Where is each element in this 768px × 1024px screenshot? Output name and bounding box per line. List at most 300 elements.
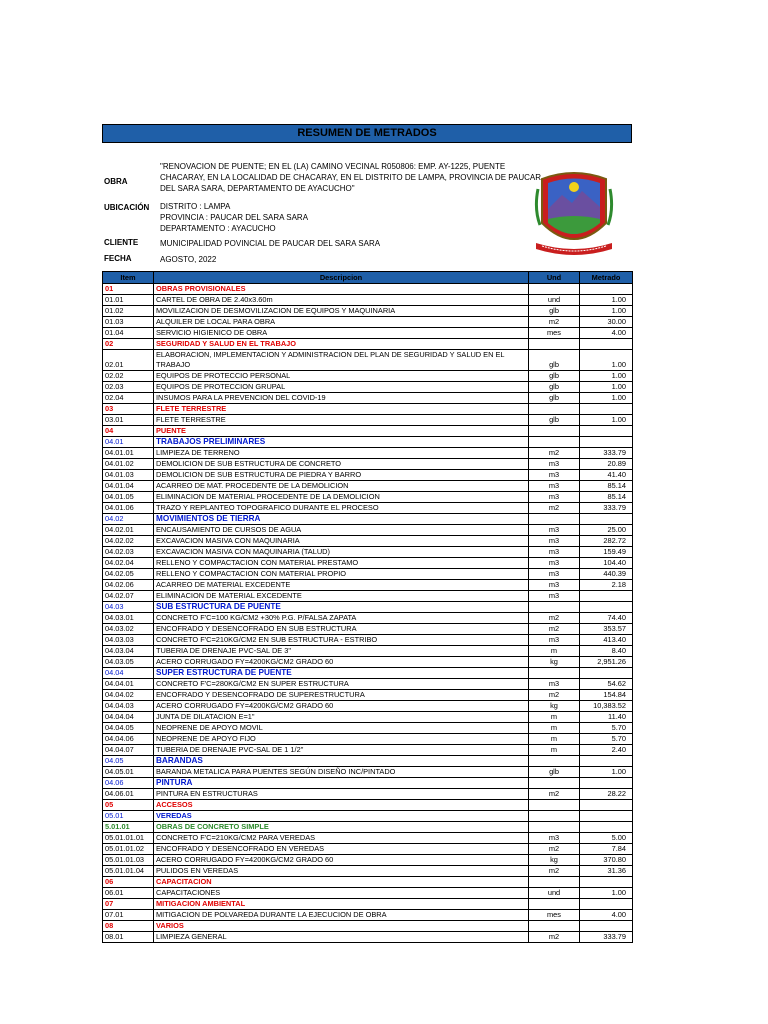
und-cell: m2 [529, 448, 580, 459]
table-row [103, 723, 633, 734]
und-cell [529, 921, 580, 932]
descripcion-cell: ACERO CORRUGADO FY=4200KG/CM2 GRADO 60 [154, 855, 529, 866]
ubicacion-provincia: PROVINCIA : PAUCAR DEL SARA SARA [160, 213, 309, 222]
und-cell: m3 [529, 679, 580, 690]
und-cell: m2 [529, 690, 580, 701]
metrado-cell: 370.80 [580, 855, 633, 866]
table-row [103, 437, 633, 448]
metrado-cell: 8.40 [580, 646, 633, 657]
descripcion-cell: DEMOLICION DE SUB ESTRUCTURA DE CONCRETO [154, 459, 529, 470]
und-cell [529, 514, 580, 525]
table-row [103, 415, 633, 426]
item-cell: 04.04.07 [103, 745, 154, 756]
descripcion-cell: FLETE TERRESTRE [154, 404, 529, 415]
table-row [103, 635, 633, 646]
und-cell: kg [529, 701, 580, 712]
item-cell: 04.02.04 [103, 558, 154, 569]
und-cell: mes [529, 910, 580, 921]
metrado-cell: 10,383.52 [580, 701, 633, 712]
descripcion-cell: EXCAVACION MASIVA CON MAQUINARIA (TALUD) [154, 547, 529, 558]
metrado-cell: 54.62 [580, 679, 633, 690]
item-cell: 04.04.04 [103, 712, 154, 723]
ubicacion-label: UBICACIÓN [104, 203, 150, 212]
descripcion-cell: ACARREO DE MAT. PROCEDENTE DE LA DEMOLICION [154, 481, 529, 492]
item-cell: 04.03.01 [103, 613, 154, 624]
metrado-cell: 11.40 [580, 712, 633, 723]
descripcion-cell: PULIDOS EN VEREDAS [154, 866, 529, 877]
metrado-cell [580, 778, 633, 789]
item-cell: 04.03.04 [103, 646, 154, 657]
metrado-cell: 85.14 [580, 481, 633, 492]
descripcion-cell: TRABAJOS PRELIMINARES [154, 437, 529, 448]
fecha-value: AGOSTO, 2022 [160, 255, 217, 264]
metrados-table [102, 271, 633, 943]
item-cell: 04.03.05 [103, 657, 154, 668]
table-row [103, 503, 633, 514]
item-cell: 01.01 [103, 295, 154, 306]
descripcion-cell: SEGURIDAD Y SALUD EN EL TRABAJO [154, 339, 529, 350]
metrado-cell [580, 800, 633, 811]
obra-line-2: CHACARAY, EN LA LOCALIDAD DE CHACARAY, EN EL DISTRITO DE LAMPA, PROVINCIA DE PAUCAR [160, 173, 541, 182]
item-cell: 02.03 [103, 382, 154, 393]
descripcion-cell: FLETE TERRESTRE [154, 415, 529, 426]
und-cell [529, 811, 580, 822]
item-cell: 05.01.01.01 [103, 833, 154, 844]
descripcion-cell: BARANDAS [154, 756, 529, 767]
item-cell: 04.04.05 [103, 723, 154, 734]
table-row [103, 558, 633, 569]
metrado-cell [580, 404, 633, 415]
und-cell: glb [529, 350, 580, 371]
metrado-cell: 41.40 [580, 470, 633, 481]
metrado-cell [580, 877, 633, 888]
und-cell [529, 668, 580, 679]
descripcion-cell: ACARREO DE MATERIAL EXCEDENTE [154, 580, 529, 591]
descripcion-cell: SERVICIO HIGIENICO DE OBRA [154, 328, 529, 339]
descripcion-cell: ALQUILER DE LOCAL PARA OBRA [154, 317, 529, 328]
metrado-cell: 1.00 [580, 371, 633, 382]
und-cell [529, 426, 580, 437]
und-cell: m3 [529, 459, 580, 470]
metrado-cell [580, 811, 633, 822]
descripcion-cell: ELABORACION, IMPLEMENTACION Y ADMINISTRACION DEL PLAN DE SEGURIDAD Y SALUD EN EL TRABAJO [154, 350, 529, 371]
table-row [103, 844, 633, 855]
descripcion-cell: CONCRETO F'C=280KG/CM2 EN SUPER ESTRUCTURA [154, 679, 529, 690]
item-cell: 04.03.02 [103, 624, 154, 635]
item-cell: 04.02.05 [103, 569, 154, 580]
und-cell: m3 [529, 833, 580, 844]
descripcion-cell: BARANDA METALICA PARA PUENTES SEGÚN DISEÑO INC/PINTADO [154, 767, 529, 778]
item-cell: 04.01.04 [103, 481, 154, 492]
und-cell: m3 [529, 481, 580, 492]
table-row [103, 646, 633, 657]
und-cell: m2 [529, 613, 580, 624]
table-row [103, 877, 633, 888]
descripcion-cell: RELLENO Y COMPACTACION CON MATERIAL PROPIO [154, 569, 529, 580]
und-cell: m2 [529, 789, 580, 800]
item-cell: 04.03 [103, 602, 154, 613]
table-row [103, 284, 633, 295]
item-cell: 05.01 [103, 811, 154, 822]
item-cell: 04 [103, 426, 154, 437]
descripcion-cell: VEREDAS [154, 811, 529, 822]
metrado-cell [580, 339, 633, 350]
descripcion-cell: CONCRETO F'C=210KG/CM2 PARA VEREDAS [154, 833, 529, 844]
table-row [103, 624, 633, 635]
und-cell: m2 [529, 844, 580, 855]
item-cell: 04.02 [103, 514, 154, 525]
table-row [103, 328, 633, 339]
item-cell: 03.01 [103, 415, 154, 426]
obra-label: OBRA [104, 177, 128, 186]
metrado-cell: 1.00 [580, 306, 633, 317]
und-cell: m3 [529, 547, 580, 558]
table-body [103, 284, 633, 943]
und-cell [529, 899, 580, 910]
metrado-cell: 1.00 [580, 888, 633, 899]
und-cell: m2 [529, 503, 580, 514]
table-row [103, 778, 633, 789]
table-row [103, 734, 633, 745]
item-cell: 01.04 [103, 328, 154, 339]
metrado-cell: 4.00 [580, 910, 633, 921]
metrado-cell [580, 514, 633, 525]
descripcion-cell: ELIMINACION DE MATERIAL EXCEDENTE [154, 591, 529, 602]
item-cell: 04.04.01 [103, 679, 154, 690]
metrado-cell: 2,951.26 [580, 657, 633, 668]
metrado-cell: 2.18 [580, 580, 633, 591]
metrado-cell [580, 426, 633, 437]
metrado-cell: 159.49 [580, 547, 633, 558]
metrado-cell [580, 899, 633, 910]
metrado-cell: 440.39 [580, 569, 633, 580]
table-row [103, 426, 633, 437]
descripcion-cell: LIMPIEZA DE TERRENO [154, 448, 529, 459]
metrado-cell: 413.40 [580, 635, 633, 646]
table-row [103, 767, 633, 778]
descripcion-cell: ENCOFRADO Y DESENCOFRADO EN VEREDAS [154, 844, 529, 855]
descripcion-cell: ACERO CORRUGADO FY=4200KG/CM2 GRADO 60 [154, 701, 529, 712]
metrado-cell [580, 668, 633, 679]
metrado-cell: 74.40 [580, 613, 633, 624]
table-row [103, 371, 633, 382]
und-cell [529, 284, 580, 295]
item-cell: 05.01.01.02 [103, 844, 154, 855]
item-cell: 04.01.05 [103, 492, 154, 503]
obra-line-1: "RENOVACION DE PUENTE; EN EL (LA) CAMINO VECINAL R050806: EMP. AY-1225, PUENTE [160, 162, 506, 171]
metrado-cell: 7.84 [580, 844, 633, 855]
und-cell [529, 602, 580, 613]
metrado-cell: 333.79 [580, 503, 633, 514]
metrado-cell: 20.89 [580, 459, 633, 470]
item-cell: 02 [103, 339, 154, 350]
table-row [103, 492, 633, 503]
col-metrado-header: Metrado [580, 272, 633, 284]
metrado-cell: 154.84 [580, 690, 633, 701]
metrado-cell: 5.70 [580, 734, 633, 745]
descripcion-cell: EXCAVACION MASIVA CON MAQUINARIA [154, 536, 529, 547]
descripcion-cell: NEOPRENE DE APOYO MOVIL [154, 723, 529, 734]
metrado-cell: 1.00 [580, 382, 633, 393]
table-row [103, 448, 633, 459]
und-cell: glb [529, 415, 580, 426]
table-row [103, 822, 633, 833]
descripcion-cell: EQUIPOS DE PROTECCIO PERSONAL [154, 371, 529, 382]
und-cell: m [529, 723, 580, 734]
item-cell: 06 [103, 877, 154, 888]
obra-text [160, 161, 541, 194]
table-row [103, 306, 633, 317]
table-row [103, 921, 633, 932]
und-cell: m3 [529, 580, 580, 591]
table-row [103, 536, 633, 547]
descripcion-cell: MOVIMIENTOS DE TIERRA [154, 514, 529, 525]
und-cell [529, 437, 580, 448]
und-cell [529, 756, 580, 767]
und-cell [529, 339, 580, 350]
item-cell: 03 [103, 404, 154, 415]
descripcion-cell: PINTURA EN ESTRUCTURAS [154, 789, 529, 800]
metrado-cell: 333.79 [580, 448, 633, 459]
descripcion-cell: OBRAS DE CONCRETO SIMPLE [154, 822, 529, 833]
item-cell: 5.01.01 [103, 822, 154, 833]
descripcion-cell: MITIGACION DE POLVAREDA DURANTE LA EJECUCION DE OBRA [154, 910, 529, 921]
table-row [103, 701, 633, 712]
item-cell: 05.01.01.04 [103, 866, 154, 877]
und-cell: m3 [529, 558, 580, 569]
item-cell: 01 [103, 284, 154, 295]
table-row [103, 668, 633, 679]
und-cell: und [529, 295, 580, 306]
und-cell: glb [529, 306, 580, 317]
und-cell [529, 778, 580, 789]
metrado-cell: 31.36 [580, 866, 633, 877]
table-row [103, 295, 633, 306]
descripcion-cell: INSUMOS PARA LA PREVENCION DEL COVID-19 [154, 393, 529, 404]
und-cell [529, 822, 580, 833]
descripcion-cell: TUBERIA DE DRENAJE PVC-SAL DE 1 1/2" [154, 745, 529, 756]
metrado-cell: 85.14 [580, 492, 633, 503]
item-cell: 04.01.01 [103, 448, 154, 459]
descripcion-cell: SUB ESTRUCTURA DE PUENTE [154, 602, 529, 613]
item-cell: 04.02.02 [103, 536, 154, 547]
ubicacion-departamento: DEPARTAMENTO : AYACUCHO [160, 224, 276, 233]
table-row [103, 393, 633, 404]
descripcion-cell: RELLENO Y COMPACTACION CON MATERIAL PRESTAMO [154, 558, 529, 569]
item-cell: 04.05 [103, 756, 154, 767]
und-cell: m [529, 712, 580, 723]
metrado-cell [580, 822, 633, 833]
metrados-sheet [102, 124, 632, 943]
table-row [103, 712, 633, 723]
col-item-header: Item [103, 272, 154, 284]
und-cell: m [529, 646, 580, 657]
descripcion-cell: OBRAS PROVISIONALES [154, 284, 529, 295]
table-row [103, 756, 633, 767]
sheet-title: RESUMEN DE METRADOS [102, 124, 632, 143]
table-row [103, 459, 633, 470]
municipal-shield-icon [534, 169, 614, 261]
item-cell: 07.01 [103, 910, 154, 921]
metrado-cell: 1.00 [580, 393, 633, 404]
item-cell: 04.04.02 [103, 690, 154, 701]
und-cell: m3 [529, 569, 580, 580]
table-row [103, 591, 633, 602]
metrado-cell: 2.40 [580, 745, 633, 756]
descripcion-cell: CAPACITACION [154, 877, 529, 888]
table-row [103, 613, 633, 624]
table-row [103, 811, 633, 822]
table-row [103, 525, 633, 536]
table-row [103, 514, 633, 525]
und-cell: m2 [529, 317, 580, 328]
descripcion-cell: CARTEL DE OBRA DE 2.40x3.60m [154, 295, 529, 306]
table-row [103, 339, 633, 350]
item-cell: 04.02.07 [103, 591, 154, 602]
metrado-cell: 25.00 [580, 525, 633, 536]
descripcion-cell: PINTURA [154, 778, 529, 789]
item-cell: 04.02.03 [103, 547, 154, 558]
item-cell: 08.01 [103, 932, 154, 943]
item-cell: 01.02 [103, 306, 154, 317]
und-cell: m2 [529, 624, 580, 635]
und-cell [529, 877, 580, 888]
table-row [103, 690, 633, 701]
metrado-cell: 1.00 [580, 295, 633, 306]
und-cell: m3 [529, 591, 580, 602]
descripcion-cell: LIMPIEZA GENERAL [154, 932, 529, 943]
item-cell: 05 [103, 800, 154, 811]
und-cell: kg [529, 657, 580, 668]
und-cell: m3 [529, 492, 580, 503]
obra-line-3: DEL SARA SARA, DEPARTAMENTO DE AYACUCHO" [160, 184, 355, 193]
descripcion-cell: CAPACITACIONES [154, 888, 529, 899]
item-cell: 04.01.03 [103, 470, 154, 481]
item-cell: 04.04.06 [103, 734, 154, 745]
item-cell: 02.04 [103, 393, 154, 404]
descripcion-cell: ENCOFRADO Y DESENCOFRADO DE SUPERESTRUCTURA [154, 690, 529, 701]
descripcion-cell: EQUIPOS DE PROTECCION GRUPAL [154, 382, 529, 393]
item-cell: 04.05.01 [103, 767, 154, 778]
und-cell: glb [529, 767, 580, 778]
metrado-cell: 4.00 [580, 328, 633, 339]
item-cell: 04.06 [103, 778, 154, 789]
ubicacion-distrito: DISTRITO : LAMPA [160, 202, 231, 211]
descripcion-cell: ENCAUSAMIENTO DE CURSOS DE AGUA [154, 525, 529, 536]
und-cell: m [529, 745, 580, 756]
metrado-cell: 1.00 [580, 767, 633, 778]
und-cell: glb [529, 393, 580, 404]
item-cell: 04.02.01 [103, 525, 154, 536]
metrado-cell [580, 921, 633, 932]
descripcion-cell: ACERO CORRUGADO FY=4200KG/CM2 GRADO 60 [154, 657, 529, 668]
descripcion-cell: JUNTA DE DILATACION E=1" [154, 712, 529, 723]
col-descripcion-header: Descripcion [154, 272, 529, 284]
table-row [103, 404, 633, 415]
metrado-cell: 28.22 [580, 789, 633, 800]
cliente-value: MUNICIPALIDAD POVINCIAL DE PAUCAR DEL SARA SARA [160, 239, 381, 248]
und-cell: m2 [529, 866, 580, 877]
project-header [102, 143, 632, 271]
metrado-cell: 1.00 [580, 350, 633, 371]
item-cell: 04.02.06 [103, 580, 154, 591]
und-cell: m2 [529, 932, 580, 943]
metrado-cell [580, 284, 633, 295]
table-row [103, 547, 633, 558]
table-row [103, 350, 633, 371]
item-cell: 04.04.03 [103, 701, 154, 712]
descripcion-cell: CONCRETO F'C=100 KG/CM2 +30% P.G. P/FALSA ZAPATA [154, 613, 529, 624]
table-row [103, 569, 633, 580]
metrado-cell: 30.00 [580, 317, 633, 328]
descripcion-cell: ENCOFRADO Y DESENCOFRADO EN SUB ESTRUCTURA [154, 624, 529, 635]
table-row [103, 382, 633, 393]
descripcion-cell: NEOPRENE DE APOYO FIJO [154, 734, 529, 745]
item-cell: 04.01.02 [103, 459, 154, 470]
metrado-cell [580, 756, 633, 767]
metrado-cell [580, 602, 633, 613]
metrado-cell [580, 437, 633, 448]
table-row [103, 317, 633, 328]
descripcion-cell: SUPER ESTRUCTURA DE PUENTE [154, 668, 529, 679]
table-row [103, 866, 633, 877]
item-cell: 06.01 [103, 888, 154, 899]
item-cell: 02.01 [103, 350, 154, 371]
und-cell: glb [529, 382, 580, 393]
table-row [103, 899, 633, 910]
table-row [103, 833, 633, 844]
metrado-cell: 333.79 [580, 932, 633, 943]
descripcion-cell: CONCRETO F'C=210KG/CM2 EN SUB ESTRUCTURA - ESTRIBO [154, 635, 529, 646]
und-cell: glb [529, 371, 580, 382]
item-cell: 04.06.01 [103, 789, 154, 800]
metrado-cell: 104.40 [580, 558, 633, 569]
und-cell: mes [529, 328, 580, 339]
item-cell: 04.03.03 [103, 635, 154, 646]
table-row [103, 679, 633, 690]
descripcion-cell: PUENTE [154, 426, 529, 437]
metrado-cell: 5.00 [580, 833, 633, 844]
und-cell: und [529, 888, 580, 899]
table-row [103, 470, 633, 481]
col-und-header: Und [529, 272, 580, 284]
metrado-cell: 5.70 [580, 723, 633, 734]
item-cell: 08 [103, 921, 154, 932]
und-cell: m3 [529, 635, 580, 646]
item-cell: 02.02 [103, 371, 154, 382]
und-cell: m3 [529, 536, 580, 547]
und-cell: kg [529, 855, 580, 866]
metrado-cell: 1.00 [580, 415, 633, 426]
und-cell: m3 [529, 470, 580, 481]
und-cell: m [529, 734, 580, 745]
descripcion-cell: MOVILIZACION DE DESMOVILIZACION DE EQUIPOS Y MAQUINARIA [154, 306, 529, 317]
table-row [103, 855, 633, 866]
fecha-label: FECHA [104, 254, 132, 263]
metrado-cell: 282.72 [580, 536, 633, 547]
table-row [103, 789, 633, 800]
item-cell: 04.04 [103, 668, 154, 679]
item-cell: 04.01 [103, 437, 154, 448]
descripcion-cell: ELIMINACION DE MATERIAL PROCEDENTE DE LA DEMOLICION [154, 492, 529, 503]
metrado-cell [580, 591, 633, 602]
item-cell: 07 [103, 899, 154, 910]
table-row [103, 800, 633, 811]
table-row [103, 932, 633, 943]
table-row [103, 602, 633, 613]
table-row [103, 888, 633, 899]
metrado-cell: 353.57 [580, 624, 633, 635]
